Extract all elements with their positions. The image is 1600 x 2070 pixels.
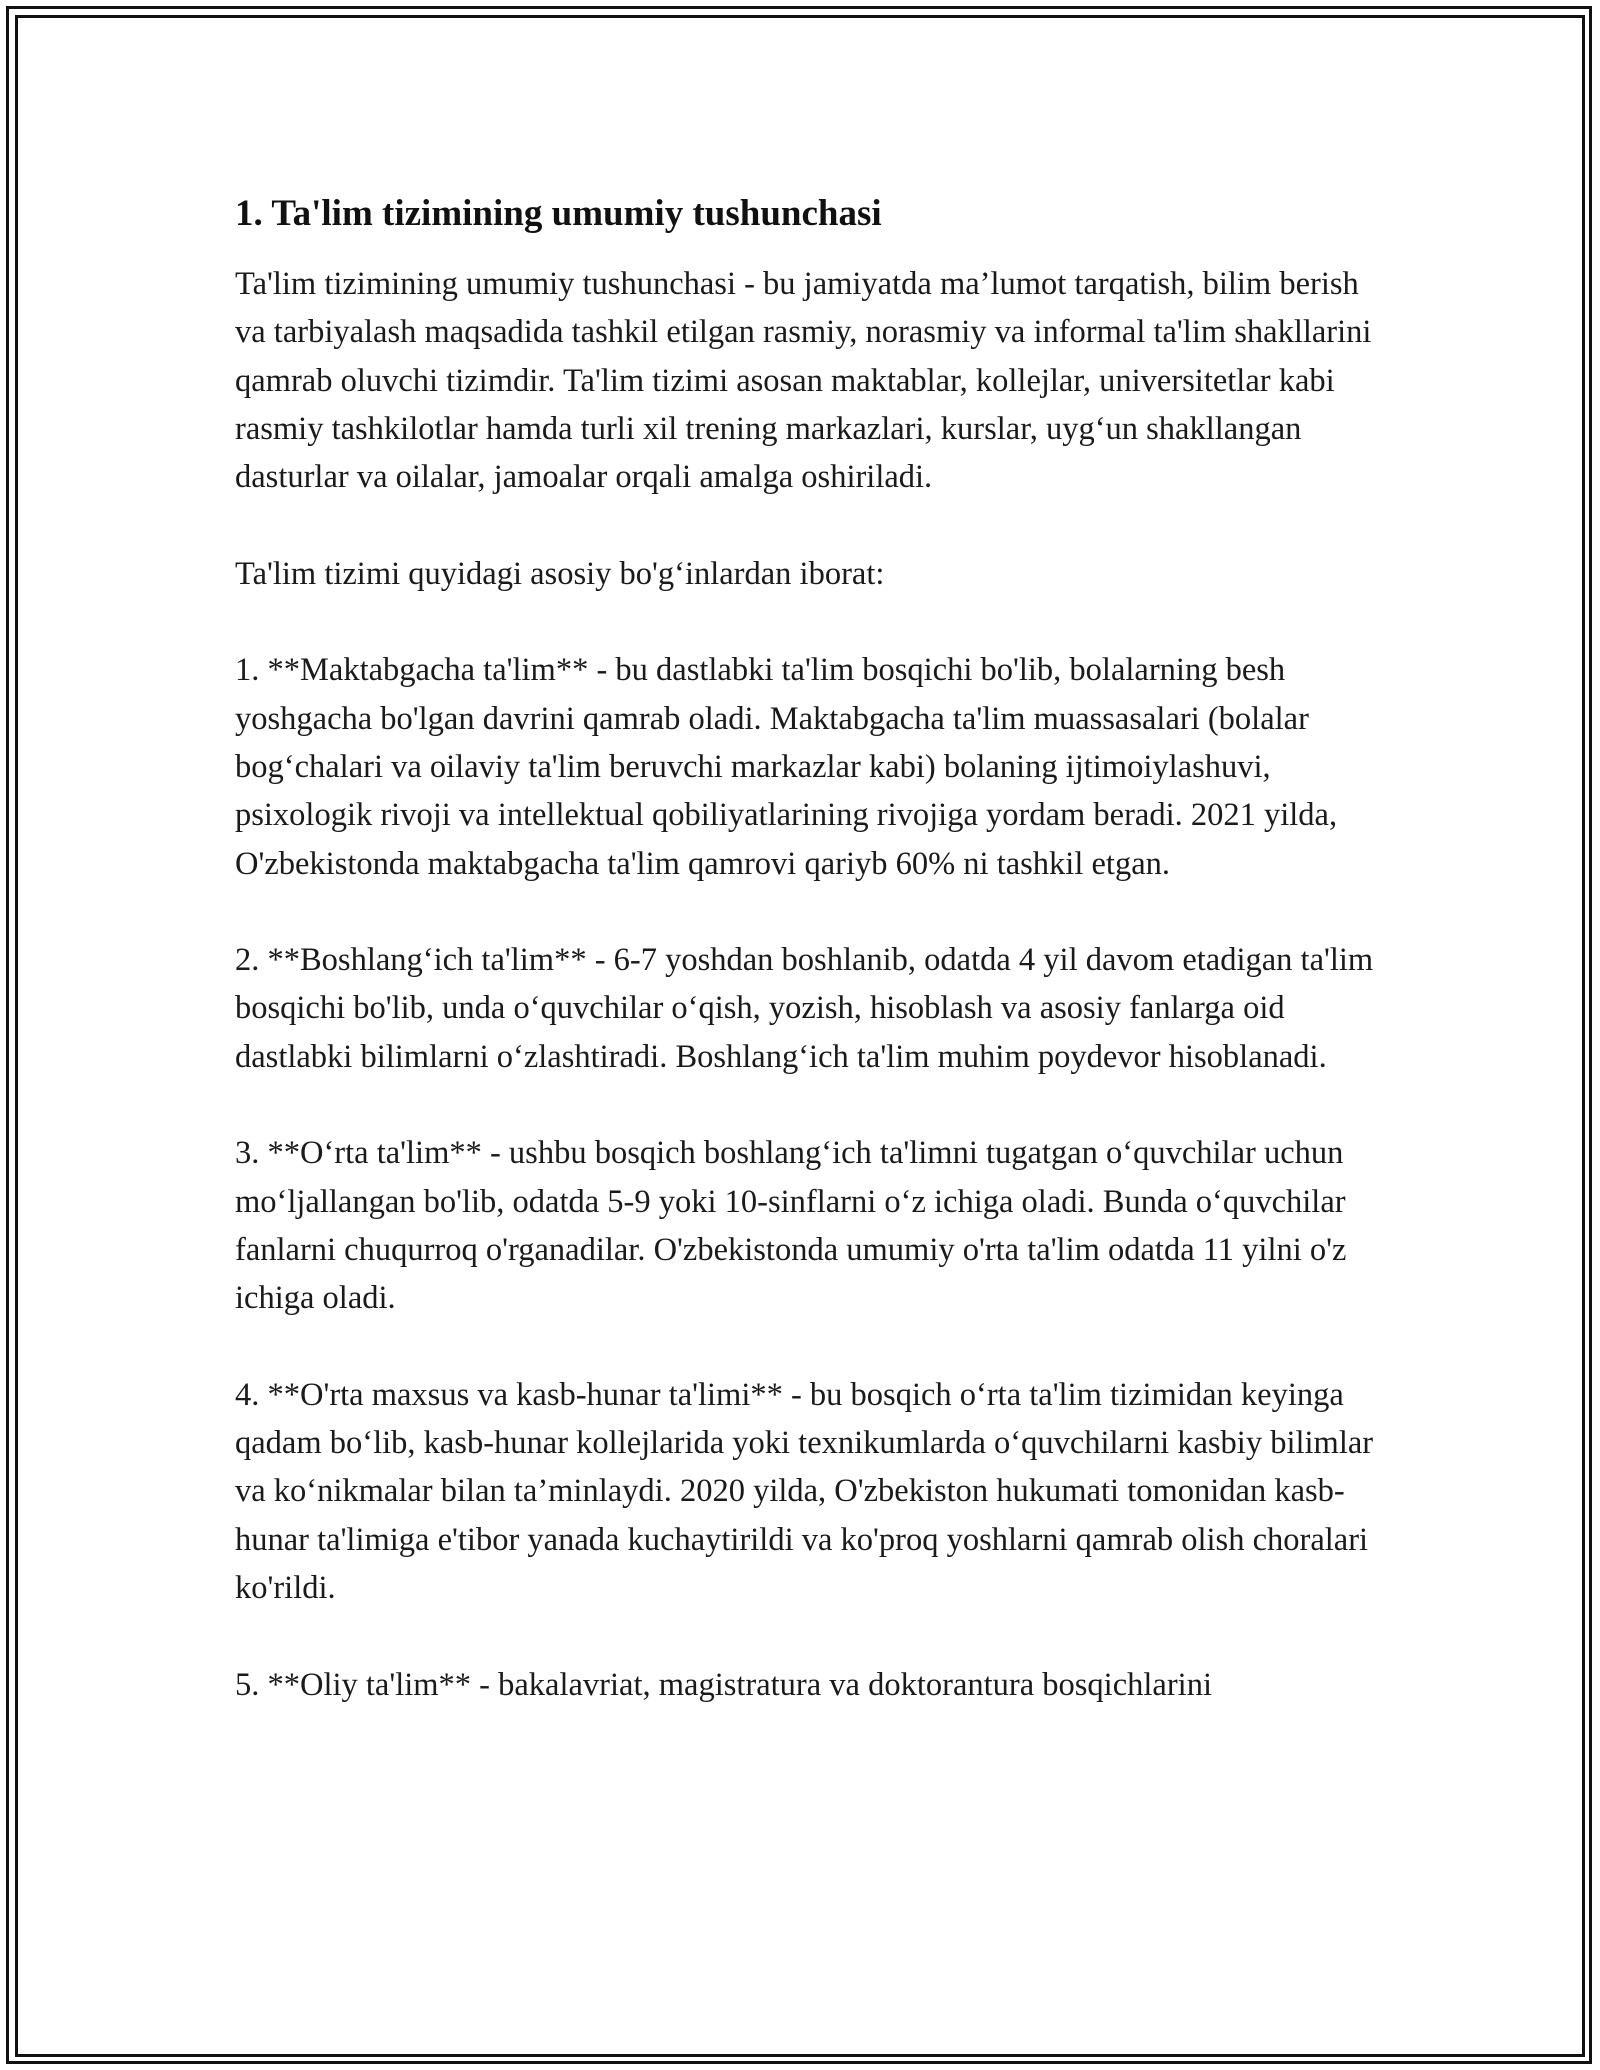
list-item-preschool: 1. **Maktabgacha ta'lim** - bu dastlabki ta'lim bosqichi bo'lib, bolalarning besh yoshgacha bo'lgan davrini qamrab oladi. Maktabgacha ta'lim muassasalari (bolalar bog‘chalari va oilaviy ta'lim beruvchi markazlar kabi) bolaning ijtimoiylashuvi, psixologik rivoji va intellektual qobiliyatlarining rivojiga yordam beradi. 2021 yilda, O'zbekistonda maktabgacha ta'lim qamrovi qariyb 60% ni tashkil etgan. — [235, 652, 1338, 882]
list-item-secondary: 3. **O‘rta ta'lim** - ushbu bosqich boshlang‘ich ta'limni tugatgan o‘quvchilar uchun mo‘ljallangan bo'lib, odatda 5-9 yoki 10-sinflarni o‘z ichiga oladi. Bunda o‘quvchilar fanlarni chuqurroq o'rganadilar. O'zbekistonda umumiy o'rta ta'lim odatda 11 yilni o'z ichiga oladi. — [235, 1135, 1347, 1317]
paragraph-components-lead: Ta'lim tizimi quyidagi asosiy bo'g‘inlardan iborat: — [235, 555, 885, 592]
document-body — [235, 186, 1385, 1709]
list-item-primary: 2. **Boshlang‘ich ta'lim** - 6-7 yoshdan boshlanib, odatda 4 yil davom etadigan ta'lim bosqichi bo'lib, unda o‘quvchilar o‘qish, yozish, hisoblash va asosiy fanlarga oid dastlabki bilimlarni o‘zlashtiradi. Boshlang‘ich ta'lim muhim poydevor hisoblanadi. — [235, 942, 1374, 1075]
list-item-vocational: 4. **O'rta maxsus va kasb-hunar ta'limi** - bu bosqich o‘rta ta'lim tizimidan keyinga qadam bo‘lib, kasb-hunar kollejlarida yoki texnikumlarda o‘quvchilarni kasbiy bilimlar va ko‘nikmalar bilan ta’minlaydi. 2020 yilda, O'zbekiston hukumati tomonidan kasb-hunar ta'limiga e'tibor yanada kuchaytirildi va ko'proq yoshlarni qamrab olish choralari ko'rildi. — [235, 1376, 1374, 1607]
paragraph-intro: Ta'lim tizimining umumiy tushunchasi - bu jamiyatda ma’lumot tarqatish, bilim berish va tarbiyalash maqsadida tashkil etilgan rasmiy, norasmiy va informal ta'lim shakllarini qamrab oluvchi tizimdir. Ta'lim tizimi asosan maktablar, kollejlar, universitetlar kabi rasmiy tashkilotlar hamda turli xil trening markazlari, kurslar, uyg‘un shakllangan dasturlar va oilalar, jamoalar orqali amalga oshiriladi. — [235, 266, 1372, 496]
section-heading: 1. Ta'lim tizimining umumiy tushunchasi — [235, 193, 882, 234]
list-item-higher: 5. **Oliy ta'lim** - bakalavriat, magistratura va doktorantura bosqichlarini — [235, 1666, 1212, 1703]
